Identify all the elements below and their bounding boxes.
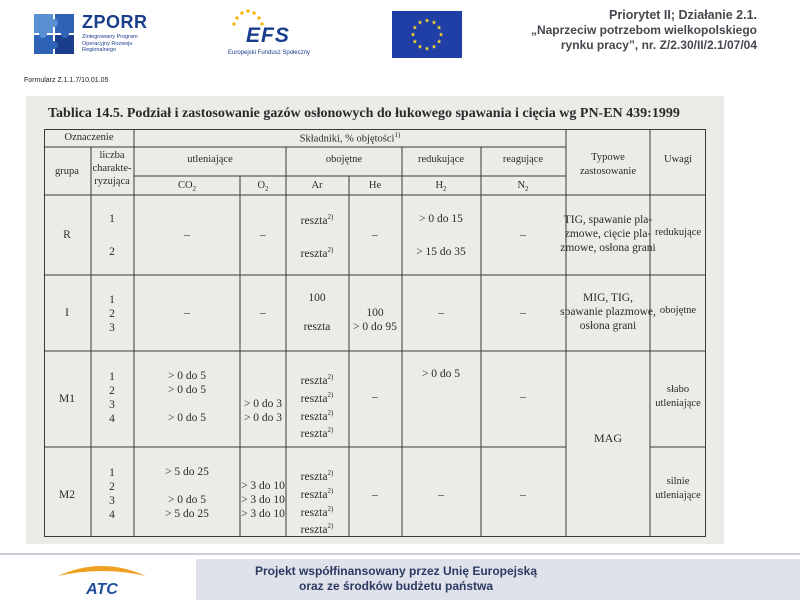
row-i-he-3: > 0 do 95 bbox=[353, 321, 397, 333]
row-m1-co2-2: > 0 do 5 bbox=[167, 384, 207, 396]
row-m2-co2-3: > 0 do 5 bbox=[167, 494, 207, 506]
row-r-ar-2: reszta$^{2)}$ bbox=[300, 246, 334, 260]
header-skladniki: Składniki, % objętości$^{1)}$ bbox=[299, 131, 401, 145]
header-grupa: grupa bbox=[55, 166, 79, 177]
priority-info bbox=[497, 8, 757, 53]
priority-line-1: Priorytet II; Działanie 2.1. bbox=[609, 8, 757, 22]
form-code: Formularz Z.1.1.7/10.01.05 bbox=[24, 77, 109, 84]
row-i-n2: – bbox=[520, 307, 526, 319]
efs-logo bbox=[222, 8, 322, 62]
row-i-co2: – bbox=[184, 307, 190, 319]
footer-bar bbox=[196, 559, 800, 600]
efs-caption: Europejski Fundusz Społeczny bbox=[228, 50, 311, 56]
header-redukujace: redukujące bbox=[417, 154, 465, 165]
row-m2-co2-1: > 5 do 25 bbox=[165, 466, 209, 478]
table-grid bbox=[44, 129, 706, 537]
row-i-o2: – bbox=[260, 307, 266, 319]
row-m1-liczba: 1 2 3 4 bbox=[109, 371, 115, 425]
zporr-name: ZPORR bbox=[82, 12, 148, 32]
header-typowe: Typowe zastosowanie bbox=[580, 152, 636, 177]
row-m1-uwagi: słabo utleniające bbox=[655, 384, 701, 409]
row-m2-n2: – bbox=[520, 489, 526, 501]
row-m2-uwagi: silnie utleniające bbox=[655, 476, 701, 501]
header-ar: Ar bbox=[311, 180, 323, 191]
row-m1-grupa: M1 bbox=[59, 393, 75, 405]
puzzle-icon bbox=[32, 12, 76, 56]
header-he: He bbox=[368, 180, 382, 191]
row-m2-liczba: 1 2 3 4 bbox=[109, 467, 115, 521]
header-o2: $O_2$ bbox=[257, 180, 269, 194]
footer-text bbox=[196, 564, 596, 594]
header-uwagi: Uwagi bbox=[664, 154, 692, 165]
row-r-co2: – bbox=[184, 229, 190, 241]
row-r-h2-1: > 0 do 15 bbox=[419, 213, 463, 225]
row-i-zastosowanie: MIG, TIG, spawanie plazmowe, osłona grani bbox=[560, 292, 656, 332]
row-m1-co2-4: > 0 do 5 bbox=[167, 412, 207, 424]
scanned-table bbox=[26, 96, 724, 544]
footer-line-1: Projekt współfinansowany przez Unię Europejską bbox=[254, 564, 538, 578]
row-m1-ar: reszta$^{2)}$ reszta$^{2)}$ reszta$^{2)}$ reszta$^{2)}$ bbox=[300, 373, 334, 441]
row-m2-ar: reszta$^{2)}$ reszta$^{2)}$ reszta$^{2)}$ reszta$^{2)}$ bbox=[300, 469, 334, 537]
row-i-grupa: I bbox=[65, 307, 69, 319]
efs-name: EFS bbox=[246, 24, 290, 47]
row-i-uwagi: obojętne bbox=[659, 305, 697, 316]
row-r-he: – bbox=[372, 229, 378, 241]
header-utleniajace: utleniające bbox=[187, 154, 233, 165]
row-m1-n2: – bbox=[520, 391, 526, 403]
row-r-grupa: R bbox=[63, 229, 71, 241]
row-i-he-2: 100 bbox=[366, 307, 384, 319]
row-m1-o2-3: > 0 do 3 bbox=[243, 398, 283, 410]
row-r-zastosowanie: TIG, spawanie pla- zmowe, cięcie pla- zmowe, osłona grani bbox=[560, 214, 656, 254]
header-liczba: liczba charakte- ryzująca bbox=[92, 150, 132, 187]
row-m1-h2: > 0 do 5 bbox=[421, 368, 461, 380]
row-i-liczba: 1 2 3 bbox=[109, 294, 115, 334]
row-r-liczba-2: 2 bbox=[109, 246, 115, 258]
row-m2-h2: – bbox=[438, 489, 444, 501]
row-m2-o2-2: > 3 do 10 bbox=[241, 480, 285, 492]
row-i-ar-3: reszta bbox=[303, 321, 331, 333]
row-r-h2-2: > 15 do 35 bbox=[416, 246, 466, 258]
header-obojetne: obojętne bbox=[325, 154, 363, 165]
eu-flag-icon bbox=[392, 11, 462, 58]
atc-logo bbox=[54, 562, 150, 598]
row-i-h2: – bbox=[438, 307, 444, 319]
row-m2-o2-3: > 3 do 10 bbox=[241, 494, 285, 506]
header-reagujace: reagujące bbox=[502, 154, 544, 165]
table-title: Tablica 14.5. Podział i zastosowanie gazów osłonowych do łukowego spawania i cięcia wg PN-EN 439:1999 bbox=[48, 106, 680, 121]
row-i-ar-1: 100 bbox=[308, 292, 326, 304]
row-r-uwagi: redukujące bbox=[654, 227, 702, 238]
zporr-subtitle: Zintegrowany Program Operacyjny Rozwoju Regionalnego bbox=[82, 34, 138, 53]
row-m2-co2-4: > 5 do 25 bbox=[165, 508, 209, 520]
footer-divider bbox=[0, 553, 800, 555]
row-r-o2: – bbox=[260, 229, 266, 241]
header bbox=[0, 0, 800, 68]
priority-line-3: rynku pracy”, nr. Z/2.30/II/2.1/07/04 bbox=[560, 38, 757, 52]
row-r-n2: – bbox=[520, 229, 526, 241]
row-m2-o2-4: > 3 do 10 bbox=[241, 508, 285, 520]
header-co2: $CO_2$ bbox=[177, 180, 197, 194]
row-m2-grupa: M2 bbox=[59, 489, 75, 501]
row-r-liczba-1: 1 bbox=[109, 213, 115, 225]
header-n2: $N_2$ bbox=[517, 180, 529, 194]
footer-line-2: oraz ze środków budżetu państwa bbox=[298, 579, 494, 593]
header-oznaczenie: Oznaczenie bbox=[64, 132, 114, 143]
row-m1-o2-4: > 0 do 3 bbox=[243, 412, 283, 424]
mag-zastosowanie: MAG bbox=[593, 431, 623, 445]
priority-line-2: „Naprzeciw potrzebom wielkopolskiego bbox=[530, 23, 757, 37]
row-r-ar-1: reszta$^{2)}$ bbox=[300, 213, 334, 227]
row-m2-he: – bbox=[372, 489, 378, 501]
zporr-logo bbox=[32, 10, 152, 60]
header-h2: $H_2$ bbox=[435, 180, 447, 194]
row-m1-co2-1: > 0 do 5 bbox=[167, 370, 207, 382]
row-m1-he: – bbox=[372, 391, 378, 403]
atc-logo-text: ATC bbox=[86, 581, 118, 598]
